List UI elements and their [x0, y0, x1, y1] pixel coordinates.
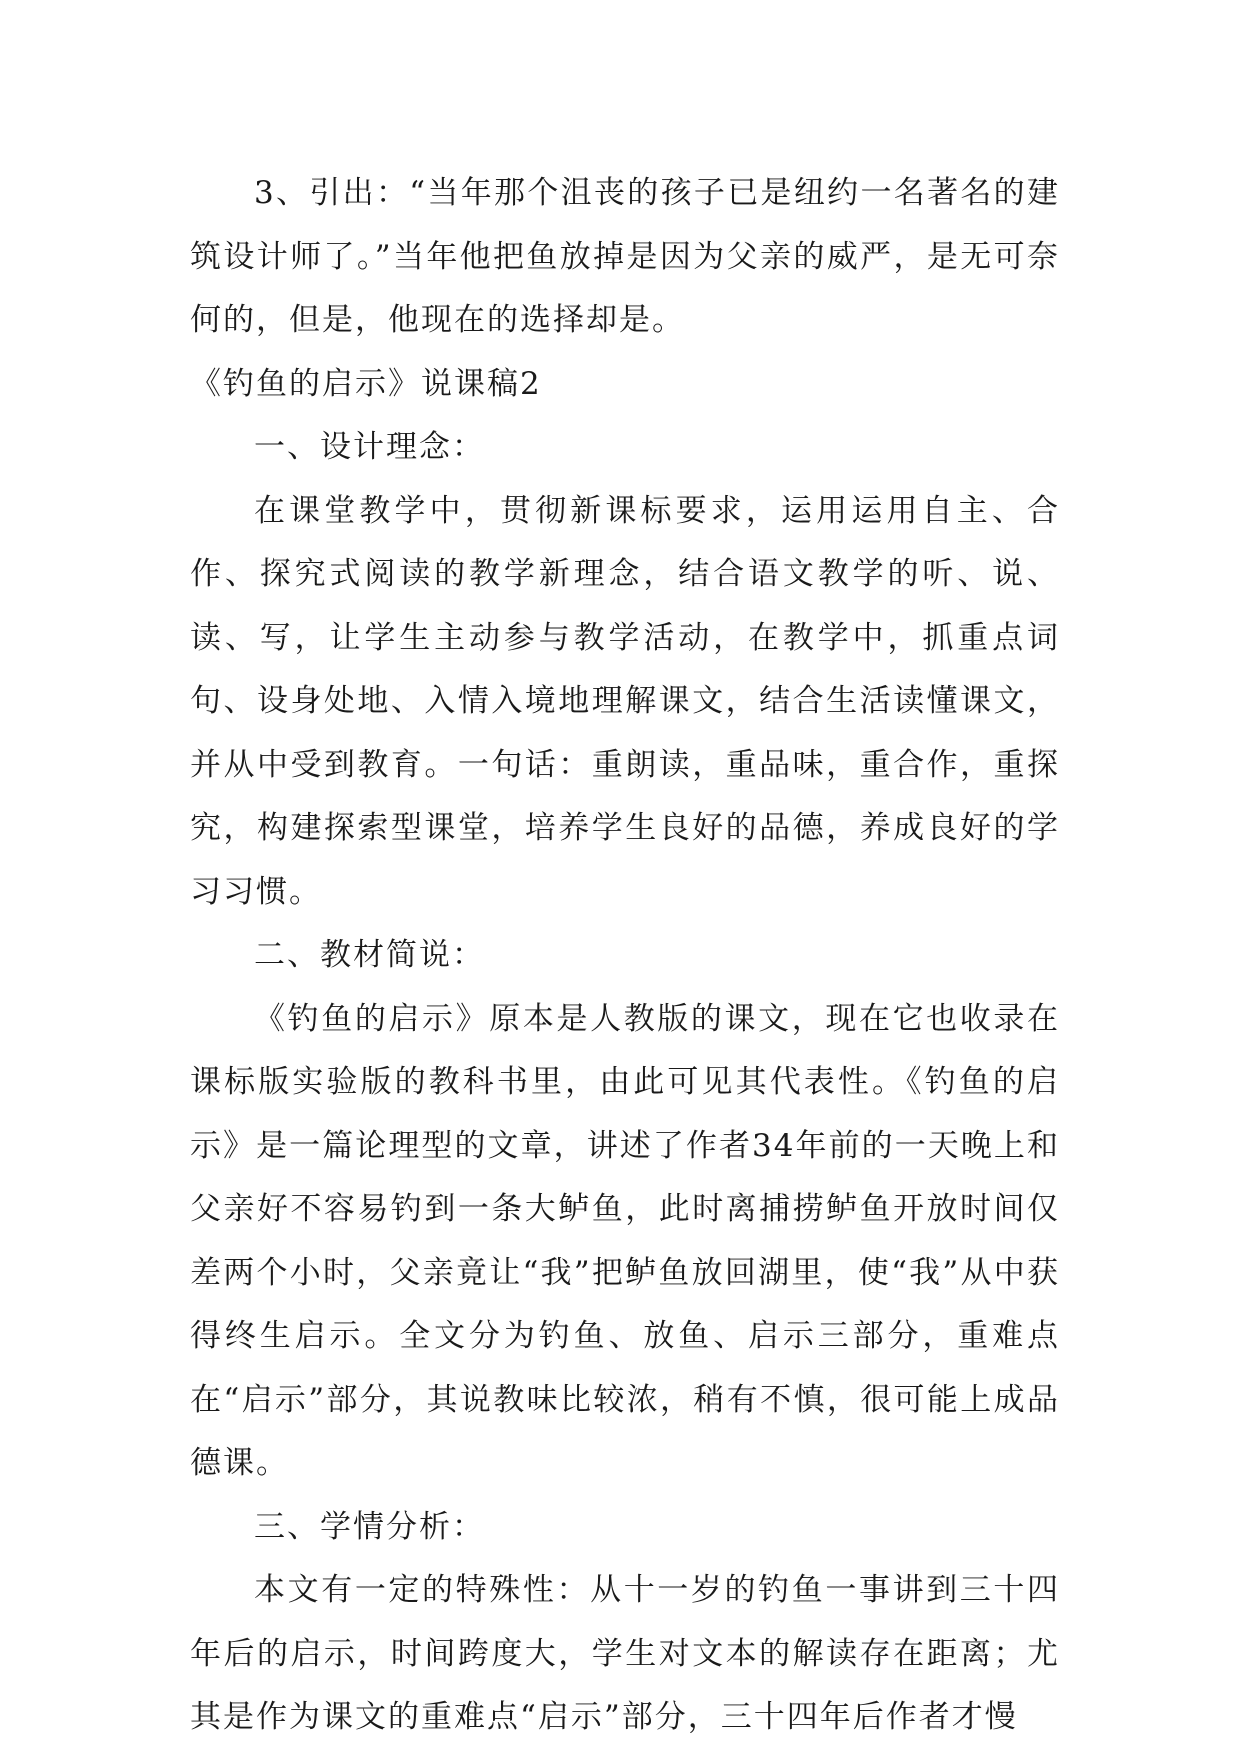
section-title-lecture-draft-2: 《钓鱼的启示》说课稿2 [190, 365, 542, 402]
heading-student-analysis: 三、学情分析： [254, 1508, 485, 1545]
paragraph-textbook-overview: 《钓鱼的启示》原本是人教版的课文，现在它也收录在课标版实验版的教科书里，由此可见其代表性。《钓鱼的启示》是一篇论理型的文章，讲述了作者34年前的一天晚上和父亲好不容易钓到一条大鲈鱼，此时离捕捞鲈鱼开放时间仅差两个小时，父亲竟让“我”把鲈鱼放回湖里，使“我”从中获得终生启示。全文分为钓鱼、放鱼、启示三部分，重难点在“启示”部分，其说教味比较浓，稍有不慎，很可能上成品德课。 [190, 1000, 1060, 1481]
heading-design-concept: 一、设计理念： [254, 429, 485, 465]
paragraph-intro-step-3: 3、引出：“当年那个沮丧的孩子已是纽约一名著名的建筑设计师了。”当年他把鱼放掉是因为父亲的威严，是无可奈何的，但是，他现在的选择却是。 [190, 175, 1060, 338]
document-body [190, 162, 1060, 1750]
paragraph-design-concept: 在课堂教学中，贯彻新课标要求，运用运用自主、合作、探究式阅读的教学新理念，结合语文教学的听、说、读、写，让学生主动参与教学活动，在教学中，抓重点词句、设身处地、入情入境地理解课文，结合生活读懂课文，并从中受到教育。一句话：重朗读，重品味，重合作，重探究，构建探索型课堂，培养学生良好的品德，养成良好的学习习惯。 [190, 492, 1060, 910]
paragraph-student-analysis: 本文有一定的特殊性：从十一岁的钓鱼一事讲到三十四年后的启示，时间跨度大，学生对文本的解读存在距离；尤其是作为课文的重难点“启示”部分，三十四年后作者才慢 [190, 1572, 1060, 1735]
heading-textbook-overview: 二、教材简说： [254, 937, 485, 973]
